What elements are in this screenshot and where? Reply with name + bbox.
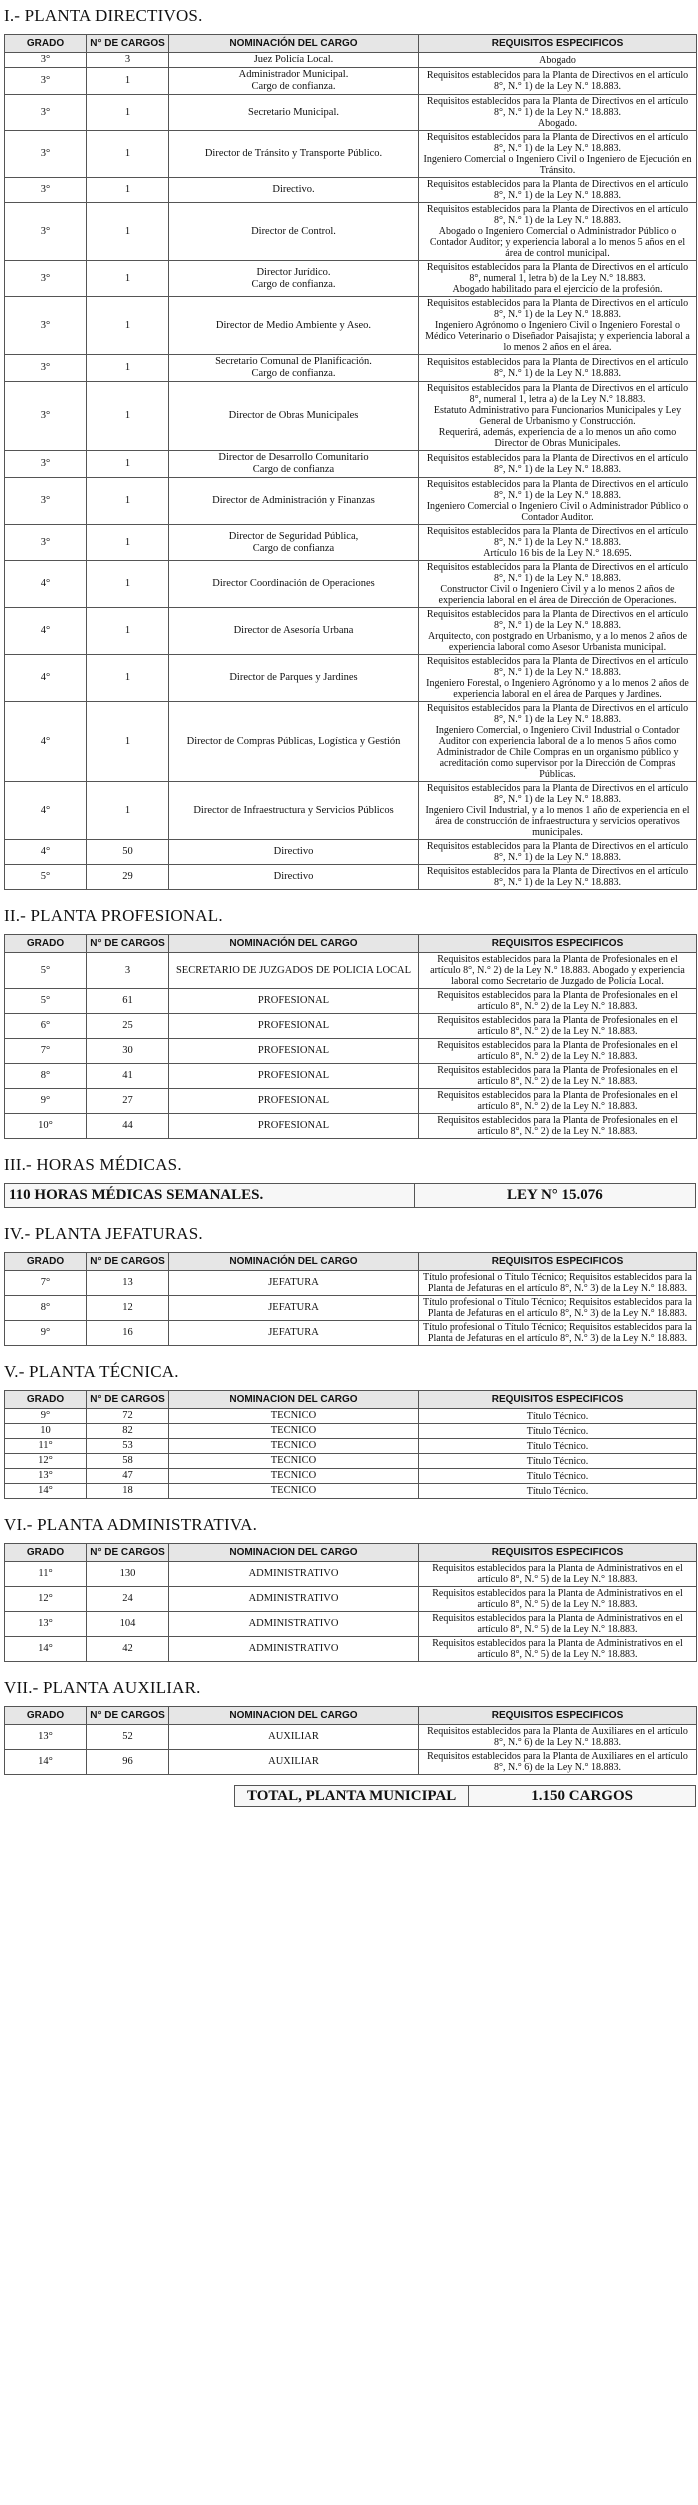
cargos-cell: 61 (87, 989, 169, 1014)
grado-cell: 3° (5, 95, 87, 131)
requisitos-cell: Requisitos establecidos para la Planta de Profesionales en el artículo 8°, N.° 2) de la Ley N.° 18.883. (419, 1039, 697, 1064)
table-row (5, 1039, 697, 1064)
table-row (5, 1424, 697, 1439)
cargos-cell: 13 (87, 1271, 169, 1296)
cargo-name-cell: PROFESIONAL (169, 1039, 419, 1064)
table-header-row (5, 1544, 697, 1562)
cargos-cell: 72 (87, 1409, 169, 1424)
cargos-cell: 1 (87, 525, 169, 561)
cargos-cell: 53 (87, 1439, 169, 1454)
cargos-cell: 24 (87, 1587, 169, 1612)
table-row (5, 131, 697, 178)
cargo-name-cell: PROFESIONAL (169, 1114, 419, 1139)
cargo-name-cell: Director de Medio Ambiente y Aseo. (169, 297, 419, 355)
header-nominacion: NOMINACION DEL CARGO (169, 1707, 419, 1725)
table-row (5, 1612, 697, 1637)
table-row (5, 1562, 697, 1587)
grado-cell: 7° (5, 1039, 87, 1064)
table-row (5, 525, 697, 561)
header-requisitos: REQUISITOS ESPECIFICOS (419, 1544, 697, 1562)
requisitos-cell: Título Técnico. (419, 1439, 697, 1454)
table-row (5, 1454, 697, 1469)
cargos-cell: 47 (87, 1469, 169, 1484)
cargos-cell: 58 (87, 1454, 169, 1469)
grado-cell: 13° (5, 1612, 87, 1637)
table-row (5, 1484, 697, 1499)
header-nominacion: NOMINACION DEL CARGO (169, 1544, 419, 1562)
requisitos-cell: Requisitos establecidos para la Planta de Directivos en el artículo 8°, N.° 1) de la Ley N.° 18.883. Ingeniero Comercial o Ingeniero Civil o Ingeniero de Ejecución en Tránsito. (419, 131, 697, 178)
table-horas-medicas (4, 1183, 696, 1208)
header-requisitos: REQUISITOS ESPECIFICOS (419, 35, 697, 53)
cargos-cell: 29 (87, 865, 169, 890)
cargo-name-cell: AUXILIAR (169, 1725, 419, 1750)
grado-cell: 8° (5, 1296, 87, 1321)
table-row (5, 782, 697, 840)
requisitos-cell: Requisitos establecidos para la Planta de Directivos en el artículo 8°, N.° 1) de la Ley N.° 18.883. (419, 355, 697, 382)
grado-cell: 4° (5, 840, 87, 865)
cargos-cell: 16 (87, 1321, 169, 1346)
grado-cell: 7° (5, 1271, 87, 1296)
requisitos-cell: Título Técnico. (419, 1454, 697, 1469)
table-row (5, 561, 697, 608)
cargo-name-cell: Director de Seguridad Pública, Cargo de confianza (169, 525, 419, 561)
grado-cell: 14° (5, 1750, 87, 1775)
cargo-name-cell: ADMINISTRATIVO (169, 1562, 419, 1587)
requisitos-cell: Requisitos establecidos para la Planta de Directivos en el artículo 8°, N.° 1) de la Ley N.° 18.883. Ingeniero Forestal, o Ingeniero Agrónomo y a lo menos 2 años de experiencia laboral en el área de Parques y Jardines. (419, 655, 697, 702)
cargo-name-cell: Director de Asesoría Urbana (169, 608, 419, 655)
cargo-name-cell: TECNICO (169, 1424, 419, 1439)
requisitos-cell: Requisitos establecidos para la Planta de Directivos en el artículo 8°, N.° 1) de la Ley N.° 18.883. (419, 840, 697, 865)
cargo-name-cell: JEFATURA (169, 1296, 419, 1321)
cargos-cell: 1 (87, 261, 169, 297)
cargos-cell: 1 (87, 382, 169, 451)
document-page (0, 6, 698, 1807)
cargos-cell: 1 (87, 355, 169, 382)
header-grado: GRADO (5, 1707, 87, 1725)
header-nominacion: NOMINACIÓN DEL CARGO (169, 35, 419, 53)
requisitos-cell: Requisitos establecidos para la Planta de Directivos en el artículo 8°, N.° 1) de la Ley N.° 18.883. Arquitecto, con postgrado en Urbanismo, y a lo menos 2 años de experiencia laboral como Asesor Urbanista municipal. (419, 608, 697, 655)
grado-cell: 3° (5, 131, 87, 178)
cargo-name-cell: PROFESIONAL (169, 1064, 419, 1089)
table-row (5, 989, 697, 1014)
grado-cell: 14° (5, 1484, 87, 1499)
grado-cell: 12° (5, 1587, 87, 1612)
grado-cell: 3° (5, 297, 87, 355)
cargos-cell: 44 (87, 1114, 169, 1139)
requisitos-cell: Requisitos establecidos para la Planta de Directivos en el artículo 8°, numeral 1, letra b) de la Ley N.° 18.883. Abogado habilitado para el ejercicio de la profesión. (419, 261, 697, 297)
table-header-row (5, 1391, 697, 1409)
grado-cell: 4° (5, 608, 87, 655)
cargos-cell: 1 (87, 95, 169, 131)
cargo-name-cell: SECRETARIO DE JUZGADOS DE POLICIA LOCAL (169, 953, 419, 989)
table-row (5, 1587, 697, 1612)
cargo-name-cell: Director de Parques y Jardines (169, 655, 419, 702)
cargo-name-cell: JEFATURA (169, 1321, 419, 1346)
header-requisitos: REQUISITOS ESPECIFICOS (419, 1707, 697, 1725)
cargos-cell: 96 (87, 1750, 169, 1775)
cargo-name-cell: Director de Compras Públicas, Logística y Gestión (169, 702, 419, 782)
table-directivos (4, 34, 697, 890)
cargos-cell: 18 (87, 1484, 169, 1499)
grado-cell: 11° (5, 1439, 87, 1454)
table-tecnica (4, 1390, 697, 1499)
cargos-cell: 1 (87, 782, 169, 840)
requisitos-cell: Requisitos establecidos para la Planta de Profesionales en el artículo 8°, N.° 2) de la Ley N.° 18.883. (419, 989, 697, 1014)
cargos-cell: 1 (87, 608, 169, 655)
cargo-name-cell: Directivo (169, 865, 419, 890)
table-row (5, 840, 697, 865)
cargo-name-cell: Director de Infraestructura y Servicios Públicos (169, 782, 419, 840)
header-requisitos: REQUISITOS ESPECIFICOS (419, 1391, 697, 1409)
section-title-horas-medicas: III.- HORAS MÉDICAS. (4, 1155, 182, 1174)
requisitos-cell: Requisitos establecidos para la Planta de Administrativos en el artículo 8°, N.° 5) de la Ley N.° 18.883. (419, 1562, 697, 1587)
requisitos-cell: Requisitos establecidos para la Planta de Directivos en el artículo 8°, N.° 1) de la Ley N.° 18.883. Constructor Civil o Ingeniero Civil y a lo menos 2 años de experiencia laboral en el área de Dirección de Operaciones. (419, 561, 697, 608)
cargos-cell: 42 (87, 1637, 169, 1662)
cargo-name-cell: ADMINISTRATIVO (169, 1587, 419, 1612)
requisitos-cell: Título profesional o Título Técnico; Requisitos establecidos para la Planta de Jefaturas en el artículo 8°, N.° 3) de la Ley N.° 18.883. (419, 1271, 697, 1296)
header-cargos: N° DE CARGOS (87, 1391, 169, 1409)
grado-cell: 3° (5, 261, 87, 297)
cargo-name-cell: Director Jurídico. Cargo de confianza. (169, 261, 419, 297)
requisitos-cell: Requisitos establecidos para la Planta de Directivos en el artículo 8°, N.° 1) de la Ley N.° 18.883. Ingeniero Civil Industrial, y a lo menos 1 año de experiencia en el área de construcción de infraestructura y servicios operativos municipales. (419, 782, 697, 840)
cargo-name-cell: Director de Obras Municipales (169, 382, 419, 451)
grado-cell: 4° (5, 702, 87, 782)
cargos-cell: 1 (87, 131, 169, 178)
cargos-cell: 52 (87, 1725, 169, 1750)
table-row (5, 1469, 697, 1484)
table-row (5, 1014, 697, 1039)
requisitos-cell: Título profesional o Título Técnico; Requisitos establecidos para la Planta de Jefaturas en el artículo 8°, N.° 3) de la Ley N.° 18.883. (419, 1321, 697, 1346)
grado-cell: 4° (5, 655, 87, 702)
grado-cell: 11° (5, 1562, 87, 1587)
table-administrativa (4, 1543, 697, 1662)
table-row (5, 478, 697, 525)
grado-cell: 8° (5, 1064, 87, 1089)
grado-cell: 9° (5, 1321, 87, 1346)
requisitos-cell: Requisitos establecidos para la Planta de Directivos en el artículo 8°, N.° 1) de la Ley N.° 18.883. Artículo 16 bis de la Ley N.° 18.695. (419, 525, 697, 561)
cargo-name-cell: Directivo (169, 840, 419, 865)
cargo-name-cell: Director de Control. (169, 203, 419, 261)
requisitos-cell: Título Técnico. (419, 1469, 697, 1484)
header-nominacion: NOMINACIÓN DEL CARGO (169, 935, 419, 953)
header-grado: GRADO (5, 1544, 87, 1562)
requisitos-cell: Requisitos establecidos para la Planta de Profesionales en el artículo 8°, N.° 2) de la Ley N.° 18.883. (419, 1114, 697, 1139)
header-grado: GRADO (5, 35, 87, 53)
cargos-cell: 41 (87, 1064, 169, 1089)
header-grado: GRADO (5, 1253, 87, 1271)
cargos-cell: 1 (87, 178, 169, 203)
requisitos-cell: Requisitos establecidos para la Planta de Directivos en el artículo 8°, N.° 1) de la Ley N.° 18.883. (419, 68, 697, 95)
section-title-profesional: II.- PLANTA PROFESIONAL. (4, 906, 223, 925)
cargo-name-cell: Secretario Comunal de Planificación. Cargo de confianza. (169, 355, 419, 382)
cargos-cell: 82 (87, 1424, 169, 1439)
table-header-row (5, 1253, 697, 1271)
table-row (5, 355, 697, 382)
table-jefaturas (4, 1252, 697, 1346)
table-row (5, 53, 697, 68)
cargo-name-cell: Administrador Municipal. Cargo de confianza. (169, 68, 419, 95)
requisitos-cell: Requisitos establecidos para la Planta de Directivos en el artículo 8°, N.° 1) de la Ley N.° 18.883. Ingeniero Comercial, o Ingeniero Civil Industrial o Contador Auditor con experiencia laboral de a lo menos 5 años como Administrador de Chile Compras en un organismo público y acreditación como supervisor por la Dirección de Compras Públicas. (419, 702, 697, 782)
requisitos-cell: Requisitos establecidos para la Planta de Administrativos en el artículo 8°, N.° 5) de la Ley N.° 18.883. (419, 1587, 697, 1612)
requisitos-cell: Requisitos establecidos para la Planta de Auxiliares en el artículo 8°, N.° 6) de la Ley N.° 18.883. (419, 1750, 697, 1775)
header-nominacion: NOMINACION DEL CARGO (169, 1391, 419, 1409)
requisitos-cell: Título Técnico. (419, 1484, 697, 1499)
requisitos-cell: Requisitos establecidos para la Planta de Directivos en el artículo 8°, N.° 1) de la Ley N.° 18.883. Ingeniero Agrónomo o Ingeniero Civil o Ingeniero Forestal o Médico Veterinario o Diseñador Paisajista; y experiencia laboral a lo menos 2 años en el área. (419, 297, 697, 355)
grado-cell: 9° (5, 1089, 87, 1114)
table-profesional (4, 934, 697, 1139)
cargos-cell: 12 (87, 1296, 169, 1321)
grado-cell: 9° (5, 1409, 87, 1424)
cargos-cell: 1 (87, 702, 169, 782)
grado-cell: 4° (5, 561, 87, 608)
cargo-name-cell: Juez Policía Local. (169, 53, 419, 68)
grado-cell: 3° (5, 451, 87, 478)
cargo-name-cell: Director Coordinación de Operaciones (169, 561, 419, 608)
cargos-cell: 3 (87, 53, 169, 68)
cargos-cell: 1 (87, 203, 169, 261)
cargos-cell: 27 (87, 1089, 169, 1114)
cargo-name-cell: Director de Administración y Finanzas (169, 478, 419, 525)
requisitos-cell: Requisitos establecidos para la Planta de Profesionales en el artículo 8°, N.° 2) de la Ley N.° 18.883. (419, 1014, 697, 1039)
total-value: 1.150 CARGOS (469, 1786, 696, 1807)
cargos-cell: 3 (87, 953, 169, 989)
section-title-jefaturas: IV.- PLANTA JEFATURAS. (4, 1224, 203, 1243)
requisitos-cell: Requisitos establecidos para la Planta de Administrativos en el artículo 8°, N.° 5) de la Ley N.° 18.883. (419, 1637, 697, 1662)
grado-cell: 13° (5, 1725, 87, 1750)
cargo-name-cell: Director de Tránsito y Transporte Público. (169, 131, 419, 178)
requisitos-cell: Requisitos establecidos para la Planta de Auxiliares en el artículo 8°, N.° 6) de la Ley N.° 18.883. (419, 1725, 697, 1750)
cargos-cell: 1 (87, 561, 169, 608)
grado-cell: 10 (5, 1424, 87, 1439)
header-cargos: N° DE CARGOS (87, 1544, 169, 1562)
table-row (5, 178, 697, 203)
cargos-cell: 1 (87, 655, 169, 702)
grado-cell: 12° (5, 1454, 87, 1469)
header-requisitos: REQUISITOS ESPECIFICOS (419, 935, 697, 953)
grado-cell: 4° (5, 782, 87, 840)
grado-cell: 13° (5, 1469, 87, 1484)
cargos-cell: 130 (87, 1562, 169, 1587)
cargo-name-cell: Secretario Municipal. (169, 95, 419, 131)
cargo-name-cell: TECNICO (169, 1484, 419, 1499)
header-cargos: N° DE CARGOS (87, 1707, 169, 1725)
grado-cell: 3° (5, 525, 87, 561)
cargo-name-cell: TECNICO (169, 1469, 419, 1484)
grado-cell: 6° (5, 1014, 87, 1039)
cargo-name-cell: TECNICO (169, 1454, 419, 1469)
requisitos-cell: Requisitos establecidos para la Planta de Directivos en el artículo 8°, N.° 1) de la Ley N.° 18.883. (419, 178, 697, 203)
grado-cell: 3° (5, 178, 87, 203)
table-row (5, 68, 697, 95)
cargos-cell: 104 (87, 1612, 169, 1637)
requisitos-cell: Título profesional o Título Técnico; Requisitos establecidos para la Planta de Jefaturas en el artículo 8°, N.° 3) de la Ley N.° 18.883. (419, 1296, 697, 1321)
cargos-cell: 1 (87, 478, 169, 525)
cargos-cell: 1 (87, 297, 169, 355)
grado-cell: 5° (5, 865, 87, 890)
requisitos-cell: Requisitos establecidos para la Planta de Profesionales en el artículo 8°, N.° 2) de la Ley N.° 18.883. (419, 1064, 697, 1089)
horas-medicas-law: LEY N° 15.076 (414, 1184, 695, 1208)
requisitos-cell: Requisitos establecidos para la Planta de Directivos en el artículo 8°, N.° 1) de la Ley N.° 18.883. (419, 451, 697, 478)
header-nominacion: NOMINACIÓN DEL CARGO (169, 1253, 419, 1271)
grado-cell: 3° (5, 203, 87, 261)
header-grado: GRADO (5, 935, 87, 953)
requisitos-cell: Abogado (419, 53, 697, 68)
cargos-cell: 1 (87, 451, 169, 478)
section-title-administrativa: VI.- PLANTA ADMINISTRATIVA. (4, 1515, 258, 1534)
table-row (5, 1271, 697, 1296)
requisitos-cell: Requisitos establecidos para la Planta de Profesionales en el artículo 8°, N.° 2) de la Ley N.° 18.883. Abogado y experiencia laboral como Secretario de Juzgado de Policía Local. (419, 953, 697, 989)
grado-cell: 14° (5, 1637, 87, 1662)
grado-cell: 3° (5, 53, 87, 68)
grado-cell: 5° (5, 989, 87, 1014)
table-auxiliar (4, 1706, 697, 1775)
requisitos-cell: Requisitos establecidos para la Planta de Directivos en el artículo 8°, N.° 1) de la Ley N.° 18.883. (419, 865, 697, 890)
section-title-tecnica: V.- PLANTA TÉCNICA. (4, 1362, 179, 1381)
table-row (5, 1409, 697, 1424)
table-row (5, 655, 697, 702)
requisitos-cell: Requisitos establecidos para la Planta de Directivos en el artículo 8°, N.° 1) de la Ley N.° 18.883. Abogado. (419, 95, 697, 131)
table-row (5, 95, 697, 131)
requisitos-cell: Título Técnico. (419, 1424, 697, 1439)
cargo-name-cell: Directivo. (169, 178, 419, 203)
cargo-name-cell: PROFESIONAL (169, 1089, 419, 1114)
cargo-name-cell: ADMINISTRATIVO (169, 1612, 419, 1637)
table-row (5, 203, 697, 261)
requisitos-cell: Requisitos establecidos para la Planta de Profesionales en el artículo 8°, N.° 2) de la Ley N.° 18.883. (419, 1089, 697, 1114)
cargos-cell: 25 (87, 1014, 169, 1039)
grado-cell: 3° (5, 68, 87, 95)
requisitos-cell: Requisitos establecidos para la Planta de Directivos en el artículo 8°, N.° 1) de la Ley N.° 18.883. Abogado o Ingeniero Comercial o Administrador Público o Contador Auditor; y experiencia laboral a lo menos 5 años en el área de control municipal. (419, 203, 697, 261)
table-row (5, 261, 697, 297)
table-row (5, 1725, 697, 1750)
table-row (5, 1637, 697, 1662)
grado-cell: 10° (5, 1114, 87, 1139)
header-cargos: N° DE CARGOS (87, 1253, 169, 1271)
requisitos-cell: Requisitos establecidos para la Planta de Directivos en el artículo 8°, N.° 1) de la Ley N.° 18.883. Ingeniero Comercial o Ingeniero Civil o Administrador Público o Contador Auditor. (419, 478, 697, 525)
table-header-row (5, 1707, 697, 1725)
table-row (5, 297, 697, 355)
requisitos-cell: Requisitos establecidos para la Planta de Administrativos en el artículo 8°, N.° 5) de la Ley N.° 18.883. (419, 1612, 697, 1637)
header-cargos: N° DE CARGOS (87, 35, 169, 53)
table-row (5, 865, 697, 890)
section-title-directivos: I.- PLANTA DIRECTIVOS. (4, 6, 203, 25)
grado-cell: 5° (5, 953, 87, 989)
header-cargos: N° DE CARGOS (87, 935, 169, 953)
cargo-name-cell: AUXILIAR (169, 1750, 419, 1775)
cargo-name-cell: PROFESIONAL (169, 989, 419, 1014)
table-row (5, 1439, 697, 1454)
cargo-name-cell: JEFATURA (169, 1271, 419, 1296)
table-header-row (5, 935, 697, 953)
table-row (5, 382, 697, 451)
header-requisitos: REQUISITOS ESPECIFICOS (419, 1253, 697, 1271)
table-header-row (5, 35, 697, 53)
cargos-cell: 50 (87, 840, 169, 865)
grado-cell: 3° (5, 478, 87, 525)
table-row (5, 608, 697, 655)
total-label: TOTAL, PLANTA MUNICIPAL (235, 1786, 469, 1807)
table-row (5, 702, 697, 782)
section-title-auxiliar: VII.- PLANTA AUXILIAR. (4, 1678, 201, 1697)
requisitos-cell: Título Técnico. (419, 1409, 697, 1424)
requisitos-cell: Requisitos establecidos para la Planta de Directivos en el artículo 8°, numeral 1, letra a) de la Ley N.° 18.883. Estatuto Administrativo para Funcionarios Municipales y Ley General de Urbanismo y Construcción. Requerirá, además, experiencia de a lo menos un año como Director de Obras Municipales. (419, 382, 697, 451)
table-row (5, 953, 697, 989)
cargo-name-cell: TECNICO (169, 1409, 419, 1424)
cargo-name-cell: ADMINISTRATIVO (169, 1637, 419, 1662)
table-total (234, 1785, 696, 1807)
cargo-name-cell: Director de Desarrollo Comunitario Cargo de confianza (169, 451, 419, 478)
horas-medicas-hours: 110 HORAS MÉDICAS SEMANALES. (5, 1184, 415, 1208)
table-row (5, 451, 697, 478)
table-row (5, 1089, 697, 1114)
cargos-cell: 30 (87, 1039, 169, 1064)
cargo-name-cell: PROFESIONAL (169, 1014, 419, 1039)
table-row (5, 1321, 697, 1346)
header-grado: GRADO (5, 1391, 87, 1409)
table-row (5, 1750, 697, 1775)
table-row (5, 1064, 697, 1089)
table-row (5, 1296, 697, 1321)
cargos-cell: 1 (87, 68, 169, 95)
cargo-name-cell: TECNICO (169, 1439, 419, 1454)
grado-cell: 3° (5, 355, 87, 382)
table-row (5, 1114, 697, 1139)
grado-cell: 3° (5, 382, 87, 451)
